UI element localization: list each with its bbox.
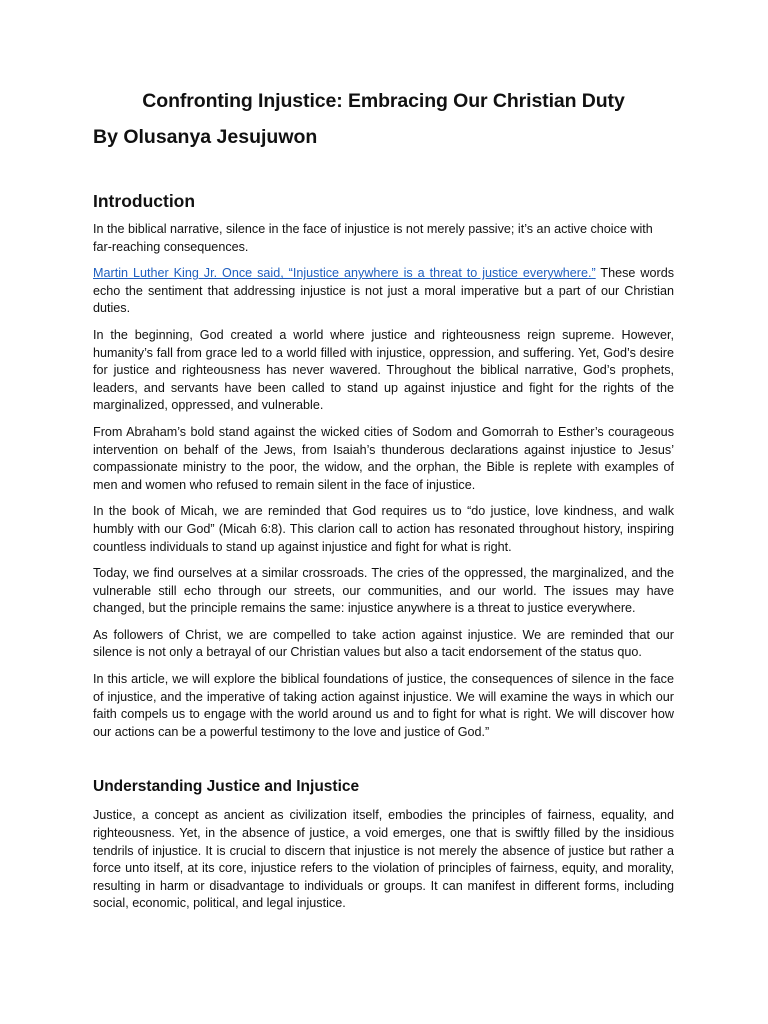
document-title: Confronting Injustice: Embracing Our Christian Duty: [142, 90, 625, 112]
intro-paragraph-4: From Abraham’s bold stand against the wicked cities of Sodom and Gomorrah to Esther’s courageous intervention on behalf of the Jews, from Isaiah’s thunderous declarations against injustice to Jesus’ compassionate ministry to the poor, the widow, and the orphan, the Bible is replete with examples of men and women who refused to remain silent in the face of injustice.: [93, 424, 674, 492]
understanding-paragraph-1: Justice, a concept as ancient as civilization itself, embodies the principles of fairness, equality, and righteousness. Yet, in the absence of justice, a void emerges, one that is swiftly filled by the insidious tendrils of injustice. It is crucial to discern that injustice is not merely the absence of justice but rather a force unto itself, at its core, injustice refers to the violation of principles of fairness, equity, and morality, resulting in harm or disadvantage to individuals or groups. It can manifest in different forms, including social, economic, political, and legal injustice.: [93, 808, 674, 911]
document-author: By Olusanya Jesujuwon: [93, 126, 318, 148]
intro-paragraph-7: As followers of Christ, we are compelled to take action against injustice. We are reminded that our silence is not only a betrayal of our Christian values but also a tacit endorsement of the status quo.: [93, 627, 674, 660]
mlk-quote-link[interactable]: Martin Luther King Jr. Once said, “Injustice anywhere is a threat to justice everywhere.”: [93, 266, 596, 281]
intro-paragraph-8: In this article, we will explore the biblical foundations of justice, the consequences of silence in the face of injustice, and the imperative of taking action against injustice. We will examine the ways in which our faith compels us to engage with the world around us and to fight for what is right. We will discover how our actions can be a powerful testimony to the love and justice of God.”: [93, 672, 674, 739]
intro-paragraph-6: Today, we find ourselves at a similar crossroads. The cries of the oppressed, the marginalized, and the vulnerable still echo through our streets, our communities, and our world. The issues may have changed, but the principle remains the same: injustice anywhere is a threat to justice everywhere.: [93, 566, 674, 616]
intro-paragraph-3: In the beginning, God created a world where justice and righteousness reign supreme. However, humanity’s fall from grace led to a world filled with injustice, oppression, and suffering. Yet, God’s desire for justice and righteousness has never wavered. Throughout the biblical narrative, God’s prophets, leaders, and servants have been called to stand up against injustice and fight for the rights of the marginalized, oppressed, and vulnerable.: [93, 327, 674, 413]
document-page: [93, 88, 674, 913]
intro-paragraph-2-text: These words echo the sentiment that addressing injustice is not just a moral imperative but a part of our Christian duties.: [93, 266, 674, 316]
section-heading-understanding: Understanding Justice and Injustice: [93, 778, 360, 796]
intro-paragraph-1: In the biblical narrative, silence in the face of injustice is not merely passive; it’s an active choice with far-reaching consequences.: [93, 222, 653, 254]
intro-paragraph-5: In the book of Micah, we are reminded that God requires us to “do justice, love kindness, and walk humbly with our God” (Micah 6:8). This clarion call to action has resonated throughout history, inspiring countless individuals to stand up against injustice and fight for what is right.: [93, 504, 674, 554]
section-heading-introduction: Introduction: [93, 191, 196, 211]
intro-paragraph-2: [93, 265, 674, 318]
